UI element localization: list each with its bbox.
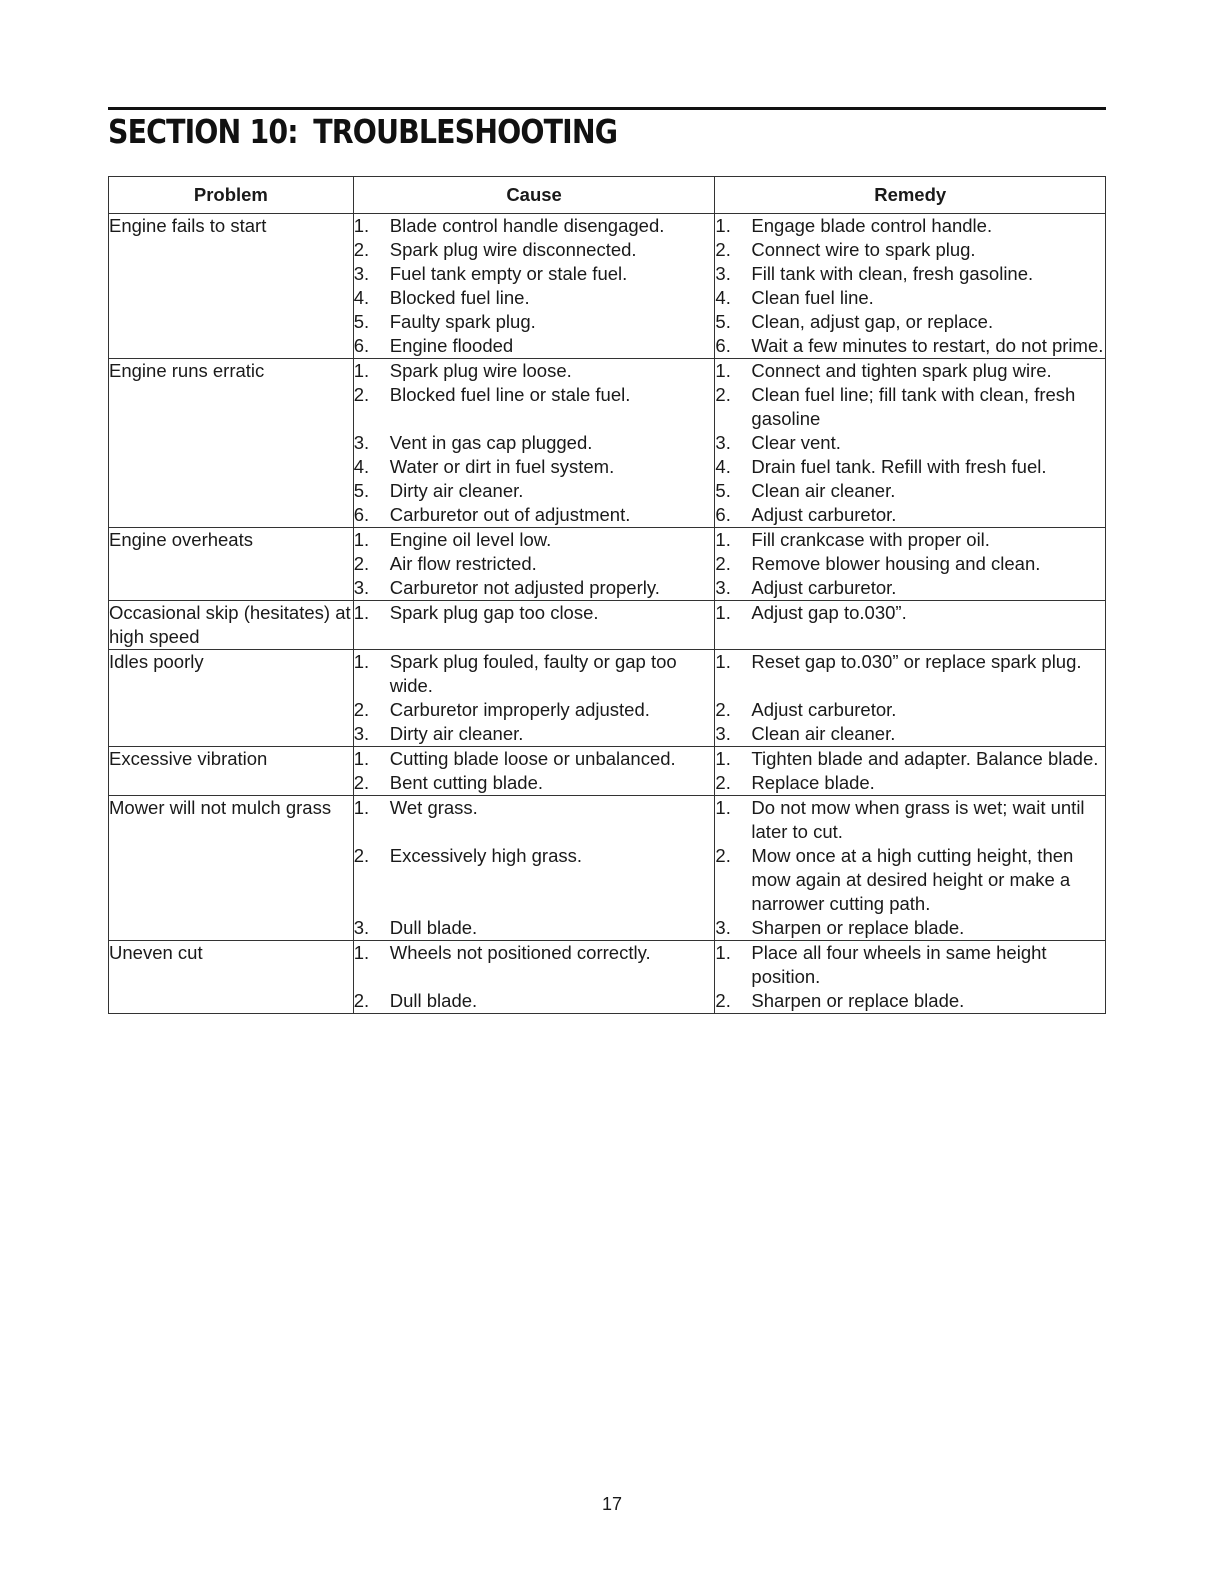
cause-item — [354, 479, 715, 503]
remedy-item-number: 1. — [715, 529, 731, 550]
remedy-item-number: 2. — [715, 239, 731, 260]
remedy-item — [715, 286, 1105, 310]
cause-item-text: Wet grass. — [389, 797, 478, 818]
remedy-item — [715, 650, 1105, 698]
cause-item — [354, 334, 715, 358]
cause-item-text: Carburetor improperly adjusted. — [389, 699, 650, 720]
problem-cell: Mower will not mulch grass — [109, 796, 354, 941]
table-row — [109, 528, 1106, 601]
table-row — [109, 650, 1106, 747]
remedy-item-text: Clean air cleaner. — [751, 723, 896, 744]
cause-item-text: Air flow restricted. — [389, 553, 537, 574]
remedy-item-number: 1. — [715, 215, 731, 236]
cause-cell — [353, 650, 715, 747]
cause-item-number: 5. — [353, 311, 370, 332]
cause-item — [354, 941, 715, 989]
column-header-remedy: Remedy — [715, 177, 1106, 214]
problem-cell: Idles poorly — [109, 650, 354, 747]
cause-item — [354, 844, 715, 916]
cause-item-text: Vent in gas cap plugged. — [389, 432, 593, 453]
remedy-item-number: 2. — [715, 845, 731, 866]
remedy-item-number: 4. — [715, 287, 731, 308]
cause-item-number: 2. — [353, 239, 370, 260]
remedy-item-number: 2. — [715, 699, 731, 720]
cause-item — [354, 262, 715, 286]
remedy-item-text: Wait a few minutes to restart, do not prime. — [751, 335, 1104, 356]
cause-item-text: Engine oil level low. — [389, 529, 552, 550]
remedy-item-text: Reset gap to.030” or replace spark plug. — [751, 651, 1082, 672]
cause-item-text: Fuel tank empty or stale fuel. — [389, 263, 628, 284]
remedy-item-number: 1. — [715, 942, 731, 963]
remedy-item — [715, 310, 1105, 334]
table-body — [109, 214, 1106, 1014]
remedy-item — [715, 601, 1105, 625]
remedy-item-text: Sharpen or replace blade. — [751, 990, 965, 1011]
cause-item-text: Bent cutting blade. — [389, 772, 543, 793]
problem-cell: Engine overheats — [109, 528, 354, 601]
remedy-item — [715, 941, 1105, 989]
remedy-cell — [715, 359, 1106, 528]
remedy-item-text: Adjust gap to.030”. — [751, 602, 907, 623]
cause-item — [354, 650, 715, 698]
remedy-item — [715, 503, 1105, 527]
cause-item-number: 2. — [353, 699, 370, 720]
cause-item-text: Spark plug fouled, faulty or gap too wide. — [389, 651, 677, 696]
cause-item — [354, 214, 715, 238]
remedy-item — [715, 771, 1105, 795]
remedy-cell — [715, 214, 1106, 359]
section-heading: TROUBLESHOOTING — [313, 112, 618, 151]
remedy-item — [715, 698, 1105, 722]
cause-item-number: 4. — [353, 287, 370, 308]
remedy-item — [715, 796, 1105, 844]
cause-item — [354, 747, 715, 771]
cause-item — [354, 771, 715, 795]
remedy-item-text: Mow once at a high cutting height, then mow again at desired height or make a narrower cutting path. — [751, 845, 1074, 914]
page-number: 17 — [601, 1494, 623, 1514]
problem-cell: Engine runs erratic — [109, 359, 354, 528]
cause-item-text: Faulty spark plug. — [389, 311, 536, 332]
cause-item — [354, 916, 715, 940]
remedy-item-number: 1. — [715, 651, 731, 672]
cause-item-number: 3. — [353, 723, 370, 744]
remedy-item-text: Adjust carburetor. — [751, 577, 897, 598]
column-header-problem: Problem — [109, 177, 354, 214]
remedy-item-text: Drain fuel tank. Refill with fresh fuel. — [751, 456, 1047, 477]
cause-item — [354, 796, 715, 844]
table-row — [109, 747, 1106, 796]
remedy-item — [715, 916, 1105, 940]
cause-item-text: Dull blade. — [389, 990, 478, 1011]
remedy-item-number: 5. — [715, 480, 731, 501]
cause-item-number: 5. — [353, 480, 370, 501]
cause-item-number: 2. — [353, 553, 370, 574]
cause-item-number: 1. — [353, 942, 370, 963]
cause-item-number: 2. — [353, 384, 370, 405]
section-title — [108, 112, 617, 151]
cause-item — [354, 989, 715, 1013]
remedy-item-text: Do not mow when grass is wet; wait until later to cut. — [751, 797, 1085, 842]
remedy-item-text: Clean air cleaner. — [751, 480, 896, 501]
section-label: SECTION 10: — [108, 112, 298, 151]
remedy-item — [715, 431, 1105, 455]
remedy-item-text: Adjust carburetor. — [751, 699, 897, 720]
table-header-row — [109, 177, 1106, 214]
cause-item-number: 3. — [353, 432, 370, 453]
problem-cell: Occasional skip (hesitates) at high speed — [109, 601, 354, 650]
remedy-item-number: 2. — [715, 990, 731, 1011]
remedy-item-text: Place all four wheels in same height position. — [751, 942, 1047, 987]
cause-item — [354, 722, 715, 746]
cause-item-number: 6. — [353, 504, 370, 525]
cause-item-text: Spark plug gap too close. — [389, 602, 599, 623]
remedy-item-text: Fill crankcase with proper oil. — [751, 529, 990, 550]
table-row — [109, 359, 1106, 528]
cause-item-text: Blade control handle disengaged. — [389, 215, 665, 236]
cause-item — [354, 383, 715, 431]
cause-item-text: Wheels not positioned correctly. — [389, 942, 651, 963]
problem-cell: Uneven cut — [109, 941, 354, 1014]
table-row — [109, 941, 1106, 1014]
cause-item-number: 4. — [353, 456, 370, 477]
troubleshooting-table — [108, 176, 1106, 1014]
remedy-item — [715, 262, 1105, 286]
remedy-item-number: 2. — [715, 384, 731, 405]
remedy-item — [715, 334, 1105, 358]
cause-item — [354, 576, 715, 600]
cause-cell — [353, 359, 715, 528]
remedy-cell — [715, 601, 1106, 650]
cause-item-text: Dull blade. — [389, 917, 478, 938]
cause-item-text: Carburetor out of adjustment. — [389, 504, 631, 525]
cause-item-number: 3. — [353, 577, 370, 598]
remedy-cell — [715, 941, 1106, 1014]
cause-item-text: Dirty air cleaner. — [389, 480, 524, 501]
remedy-item-text: Connect and tighten spark plug wire. — [751, 360, 1052, 381]
cause-item-text: Blocked fuel line or stale fuel. — [389, 384, 631, 405]
cause-item — [354, 238, 715, 262]
remedy-item-text: Sharpen or replace blade. — [751, 917, 965, 938]
remedy-cell — [715, 650, 1106, 747]
remedy-item-number: 3. — [715, 577, 731, 598]
cause-item-number: 1. — [353, 651, 370, 672]
remedy-item-text: Adjust carburetor. — [751, 504, 897, 525]
cause-item-text: Spark plug wire disconnected. — [389, 239, 637, 260]
remedy-item — [715, 552, 1105, 576]
remedy-item-text: Fill tank with clean, fresh gasoline. — [751, 263, 1034, 284]
remedy-item — [715, 238, 1105, 262]
remedy-item — [715, 214, 1105, 238]
remedy-item-number: 3. — [715, 432, 731, 453]
cause-cell — [353, 747, 715, 796]
remedy-item-number: 1. — [715, 360, 731, 381]
remedy-item — [715, 576, 1105, 600]
cause-item — [354, 431, 715, 455]
cause-cell — [353, 796, 715, 941]
remedy-item-number: 3. — [715, 263, 731, 284]
cause-item-number: 1. — [353, 215, 370, 236]
remedy-item-number: 2. — [715, 553, 731, 574]
cause-item-number: 1. — [353, 748, 370, 769]
cause-item-text: Water or dirt in fuel system. — [389, 456, 615, 477]
column-header-cause: Cause — [353, 177, 715, 214]
cause-item — [354, 698, 715, 722]
remedy-item-number: 2. — [715, 772, 731, 793]
remedy-item-text: Remove blower housing and clean. — [751, 553, 1041, 574]
cause-item — [354, 455, 715, 479]
remedy-item — [715, 722, 1105, 746]
remedy-item-number: 6. — [715, 335, 731, 356]
cause-item-text: Blocked fuel line. — [389, 287, 530, 308]
cause-item-text: Engine flooded — [389, 335, 514, 356]
remedy-item-number: 1. — [715, 797, 731, 818]
cause-item — [354, 552, 715, 576]
remedy-cell — [715, 747, 1106, 796]
cause-cell — [353, 601, 715, 650]
cause-item-number: 2. — [353, 990, 370, 1011]
remedy-item — [715, 359, 1105, 383]
cause-item-text: Cutting blade loose or unbalanced. — [389, 748, 676, 769]
remedy-item — [715, 383, 1105, 431]
cause-item-number: 1. — [353, 529, 370, 550]
remedy-item-number: 1. — [715, 748, 731, 769]
cause-item — [354, 528, 715, 552]
remedy-item-number: 3. — [715, 723, 731, 744]
remedy-item-text: Replace blade. — [751, 772, 875, 793]
remedy-item-text: Clean, adjust gap, or replace. — [751, 311, 994, 332]
cause-item-number: 2. — [353, 772, 370, 793]
cause-item-number: 1. — [353, 797, 370, 818]
remedy-item-number: 4. — [715, 456, 731, 477]
remedy-item — [715, 747, 1105, 771]
table-row — [109, 601, 1106, 650]
cause-cell — [353, 214, 715, 359]
remedy-item — [715, 528, 1105, 552]
cause-item-text: Dirty air cleaner. — [389, 723, 524, 744]
remedy-item-text: Tighten blade and adapter. Balance blade. — [751, 748, 1099, 769]
remedy-item — [715, 844, 1105, 916]
remedy-item-number: 3. — [715, 917, 731, 938]
remedy-item-text: Engage blade control handle. — [751, 215, 993, 236]
cause-item — [354, 601, 715, 625]
cause-item-number: 1. — [353, 360, 370, 381]
cause-item — [354, 286, 715, 310]
cause-item — [354, 503, 715, 527]
cause-item — [354, 310, 715, 334]
remedy-item — [715, 989, 1105, 1013]
remedy-cell — [715, 796, 1106, 941]
cause-item-number: 3. — [353, 263, 370, 284]
cause-item-number: 3. — [353, 917, 370, 938]
cause-item-text: Spark plug wire loose. — [389, 360, 572, 381]
remedy-item-number: 5. — [715, 311, 731, 332]
remedy-item-number: 6. — [715, 504, 731, 525]
top-rule — [108, 107, 1106, 110]
cause-cell — [353, 941, 715, 1014]
remedy-item — [715, 479, 1105, 503]
remedy-item-text: Clean fuel line. — [751, 287, 874, 308]
remedy-item-number: 1. — [715, 602, 731, 623]
problem-cell: Excessive vibration — [109, 747, 354, 796]
cause-item-number: 2. — [353, 845, 370, 866]
cause-item-number: 6. — [353, 335, 370, 356]
cause-item-number: 1. — [353, 602, 370, 623]
remedy-item-text: Connect wire to spark plug. — [751, 239, 976, 260]
cause-item — [354, 359, 715, 383]
remedy-item — [715, 455, 1105, 479]
remedy-item-text: Clear vent. — [751, 432, 841, 453]
cause-item-text: Carburetor not adjusted properly. — [389, 577, 660, 598]
remedy-cell — [715, 528, 1106, 601]
problem-cell: Engine fails to start — [109, 214, 354, 359]
table-row — [109, 796, 1106, 941]
table-row — [109, 214, 1106, 359]
cause-item-text: Excessively high grass. — [389, 845, 583, 866]
cause-cell — [353, 528, 715, 601]
remedy-item-text: Clean fuel line; fill tank with clean, fresh gasoline — [751, 384, 1076, 429]
